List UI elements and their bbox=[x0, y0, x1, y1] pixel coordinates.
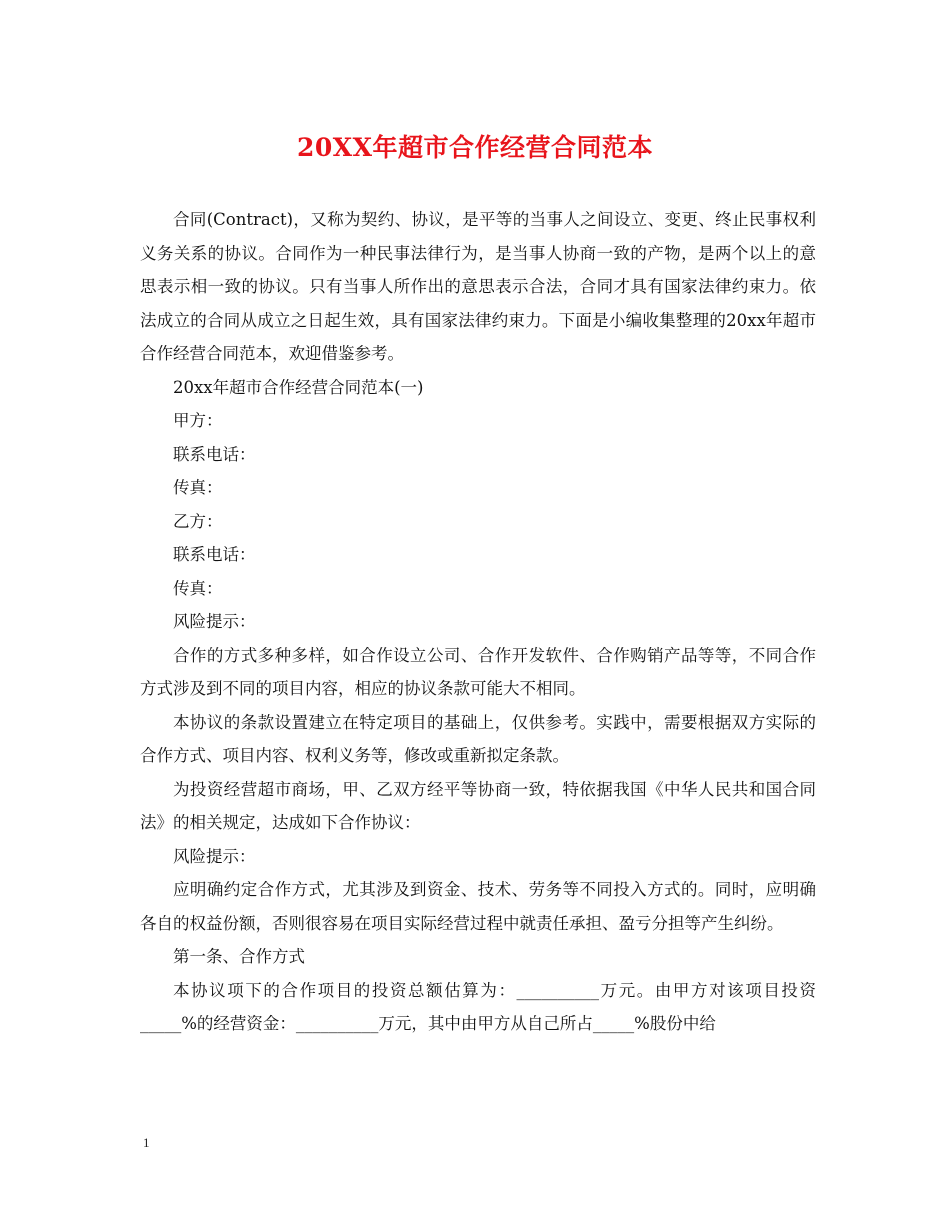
paragraph-party-b: 乙方： bbox=[173, 511, 223, 531]
paragraph-party-a: 甲方： bbox=[173, 411, 223, 430]
paragraph-party-b-fax: 传真： bbox=[173, 578, 223, 598]
paragraph-intro: 合同(Contract)，又称为契约、协议，是平等的当事人之间设立、变更、终止民事权利义务关系的协议。合同作为一种民事法律行为，是当事人协商一致的产物，是两个以上的意思表示相一致的协议。只有当事人所作出的意思表示合法，合同才具有国家法律约束力。依法成立的合同从成立之日起生效，具有国家法律约束力。下面是小编收集整理的20xx年超市合作经营合同范本，欢迎借鉴参考。 bbox=[140, 210, 816, 363]
paragraph-risk-heading-2: 风险提示： bbox=[173, 846, 256, 866]
page-number: 1 bbox=[143, 1135, 150, 1150]
document-title: 20XX年超市合作经营合同范本 bbox=[296, 133, 654, 162]
paragraph-section-heading: 20xx年超市合作经营合同范本(一) bbox=[173, 377, 424, 397]
paragraph-purpose: 为投资经营超市商场，甲、乙双方经平等协商一致，特依据我国《中华人民共和国合同法》的相关规定，达成如下合作协议： bbox=[140, 779, 816, 832]
paragraph-party-a-phone: 联系电话： bbox=[173, 444, 256, 464]
document-body bbox=[140, 203, 816, 1041]
paragraph-risk-text-1: 合作的方式多种多样，如合作设立公司、合作开发软件、合作购销产品等等，不同合作方式涉及到不同的项目内容，相应的协议条款可能大不相同。 bbox=[140, 645, 816, 698]
paragraph-risk-heading-1: 风险提示： bbox=[173, 612, 256, 631]
paragraph-party-a-fax: 传真： bbox=[173, 478, 223, 497]
paragraph-article-1-heading: 第一条、合作方式 bbox=[173, 947, 305, 966]
paragraph-risk-text-3: 应明确约定合作方式，尤其涉及到资金、技术、劳务等不同投入方式的。同时，应明确各自的权益份额，否则很容易在项目实际经营过程中就责任承担、盈亏分担等产生纠纷。 bbox=[140, 880, 816, 933]
paragraph-risk-text-2: 本协议的条款设置建立在特定项目的基础上，仅供参考。实践中，需要根据双方实际的合作方式、项目内容、权利义务等，修改或重新拟定条款。 bbox=[140, 712, 816, 765]
paragraph-article-1-text: 本协议项下的合作项目的投资总额估算为：__________万元。由甲方对该项目投资_____%的经营资金：__________万元，其中由甲方从自己所占_____%股份中给 bbox=[140, 980, 816, 1033]
paragraph-party-b-phone: 联系电话： bbox=[173, 545, 256, 564]
